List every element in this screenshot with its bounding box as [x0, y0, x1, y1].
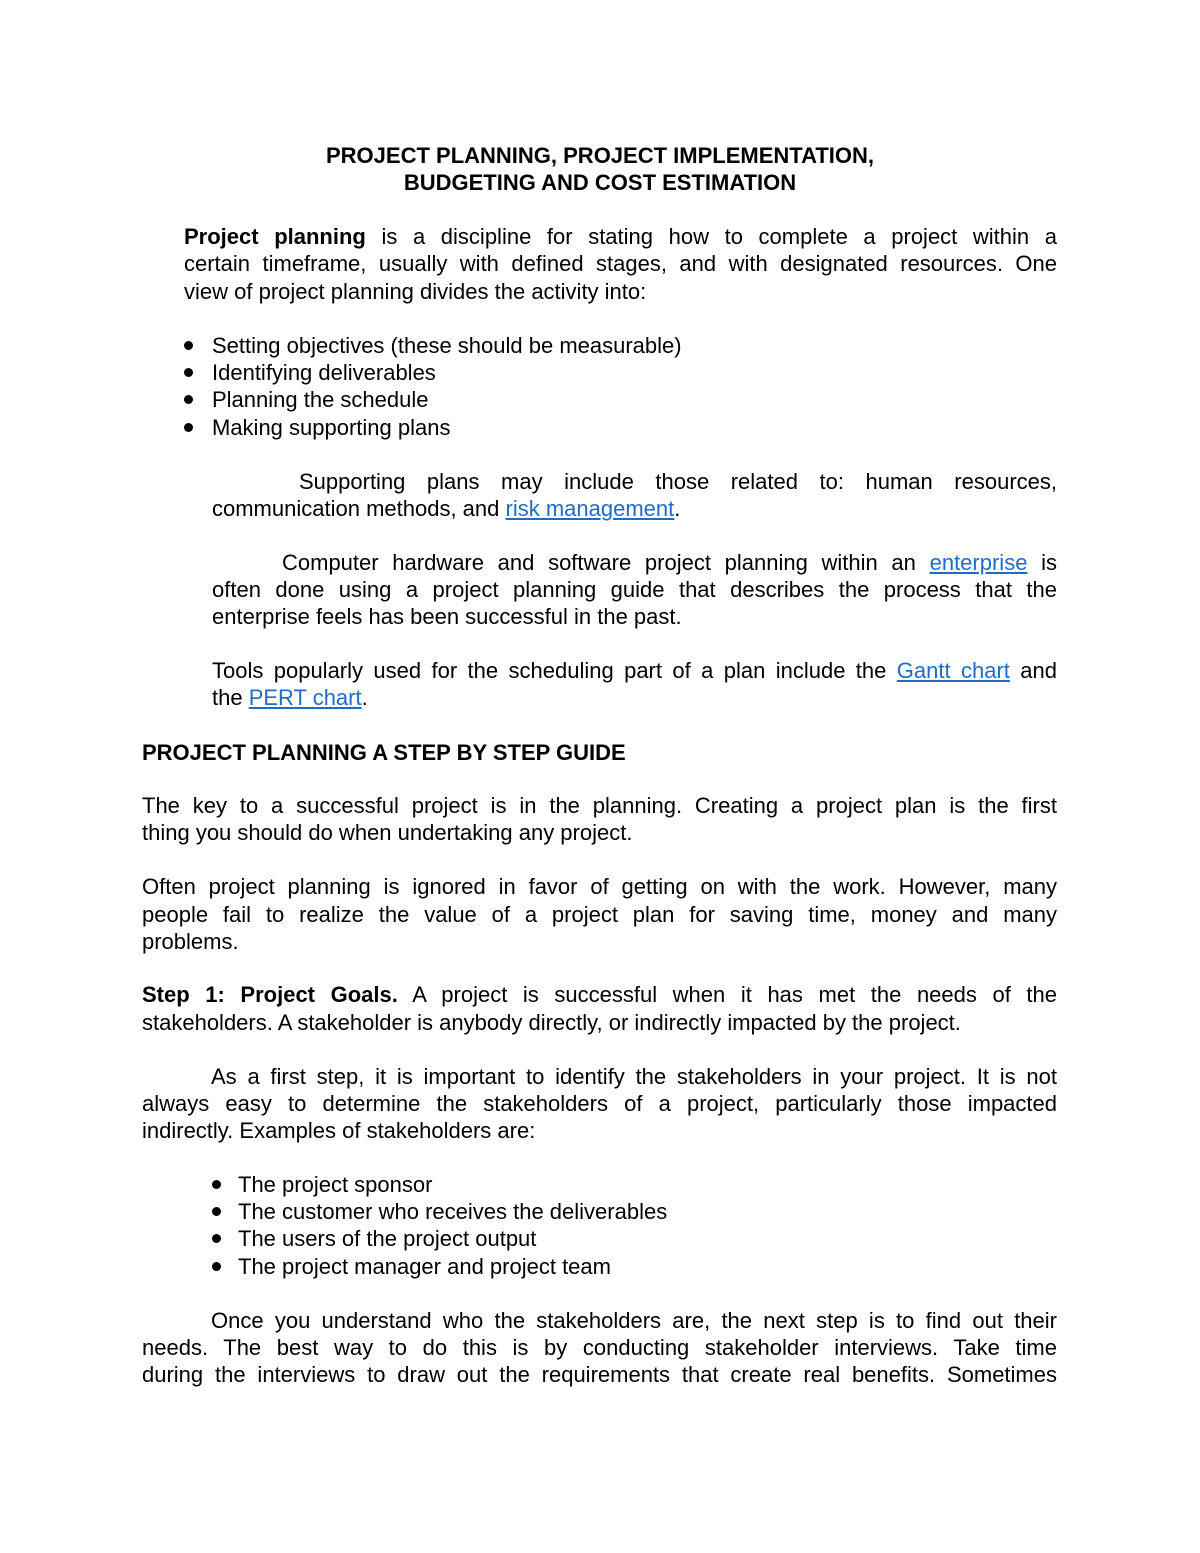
step1-line-2: stakeholders. A stakeholder is anybody directly, or indirectly impacted by the project. — [142, 1010, 961, 1035]
bullet-icon — [212, 1207, 221, 1216]
once-line-2: needs. The best way to do this is by conducting stakeholder interviews. Take time — [142, 1335, 1057, 1360]
key-line-1: The key to a successful project is in the planning. Creating a project plan is the first — [142, 793, 1057, 818]
tools-line-2-text: the — [212, 685, 249, 710]
bullet-icon — [184, 368, 193, 377]
hardware-line-1-end: is — [1027, 550, 1058, 575]
step1-line-1 — [142, 981, 1057, 1008]
pert-chart-link[interactable]: PERT chart — [248, 685, 362, 710]
activity-item-4: Making supporting plans — [212, 415, 451, 440]
tools-line-2-end: . — [361, 685, 368, 710]
key-line-2: thing you should do when undertaking any project. — [142, 820, 633, 845]
intro-line-3: view of project planning divides the activity into: — [184, 279, 647, 304]
bullet-icon — [184, 395, 193, 404]
first-step-line-1: As a first step, it is important to identify the stakeholders in your project. It is not — [211, 1064, 1057, 1089]
bullet-icon — [184, 341, 193, 350]
bullet-icon — [184, 423, 193, 432]
bullet-icon — [212, 1234, 221, 1243]
enterprise-link[interactable]: enterprise — [929, 550, 1028, 575]
first-step-line-3: indirectly. Examples of stakeholders are: — [142, 1118, 536, 1143]
tools-line-2 — [212, 684, 368, 711]
intro-line-2: certain timeframe, usually with defined stages, and with designated resources. One — [184, 251, 1057, 276]
intro-line-1-text: is a discipline for stating how to complete a project within a — [365, 224, 1057, 249]
hardware-line-1 — [282, 549, 1057, 576]
document-title-line-1: PROJECT PLANNING, PROJECT IMPLEMENTATION, — [326, 143, 874, 168]
supporting-line-1: Supporting plans may include those related to: human resources, — [299, 469, 1057, 494]
often-line-2: people fail to realize the value of a project plan for saving time, money and many — [142, 902, 1057, 927]
once-line-1: Once you understand who the stakeholders are, the next step is to find out their — [211, 1308, 1057, 1333]
intro-term: Project planning — [184, 224, 366, 249]
activity-item-2: Identifying deliverables — [212, 360, 436, 385]
tools-line-1 — [212, 657, 1057, 684]
step1-line-1-text: A project is successful when it has met the needs of the — [397, 982, 1057, 1007]
document-title-line-2: BUDGETING AND COST ESTIMATION — [403, 170, 797, 195]
tools-line-1-end: and — [1009, 658, 1057, 683]
once-line-3: during the interviews to draw out the requirements that create real benefits. Sometimes — [142, 1362, 1057, 1387]
stakeholder-item-2: The customer who receives the deliverables — [238, 1199, 668, 1224]
stakeholder-item-3: The users of the project output — [238, 1226, 537, 1251]
hardware-line-2: often done using a project planning guide that describes the process that the — [212, 577, 1057, 602]
often-line-3: problems. — [142, 929, 239, 954]
supporting-line-2 — [212, 495, 680, 522]
section-heading: PROJECT PLANNING A STEP BY STEP GUIDE — [142, 740, 626, 765]
stakeholder-item-4: The project manager and project team — [238, 1254, 611, 1279]
supporting-line-2-end: . — [674, 496, 681, 521]
intro-line-1 — [184, 223, 1057, 250]
risk-management-link[interactable]: risk management — [505, 496, 675, 521]
supporting-line-2-text: communication methods, and — [212, 496, 506, 521]
often-line-1: Often project planning is ignored in favor of getting on with the work. However, many — [142, 874, 1057, 899]
first-step-line-2: always easy to determine the stakeholders of a project, particularly those impacted — [142, 1091, 1057, 1116]
gantt-chart-link[interactable]: Gantt chart — [896, 658, 1010, 683]
tools-line-1-text: Tools popularly used for the scheduling part of a plan include the — [212, 658, 897, 683]
activity-item-3: Planning the schedule — [212, 387, 429, 412]
bullet-icon — [212, 1262, 221, 1271]
step1-label: Step 1: Project Goals. — [142, 982, 398, 1007]
activity-item-1: Setting objectives (these should be measurable) — [212, 333, 682, 358]
stakeholder-item-1: The project sponsor — [238, 1172, 433, 1197]
hardware-line-1-text: Computer hardware and software project planning within an — [282, 550, 930, 575]
hardware-line-3: enterprise feels has been successful in the past. — [212, 604, 682, 629]
bullet-icon — [212, 1180, 221, 1189]
